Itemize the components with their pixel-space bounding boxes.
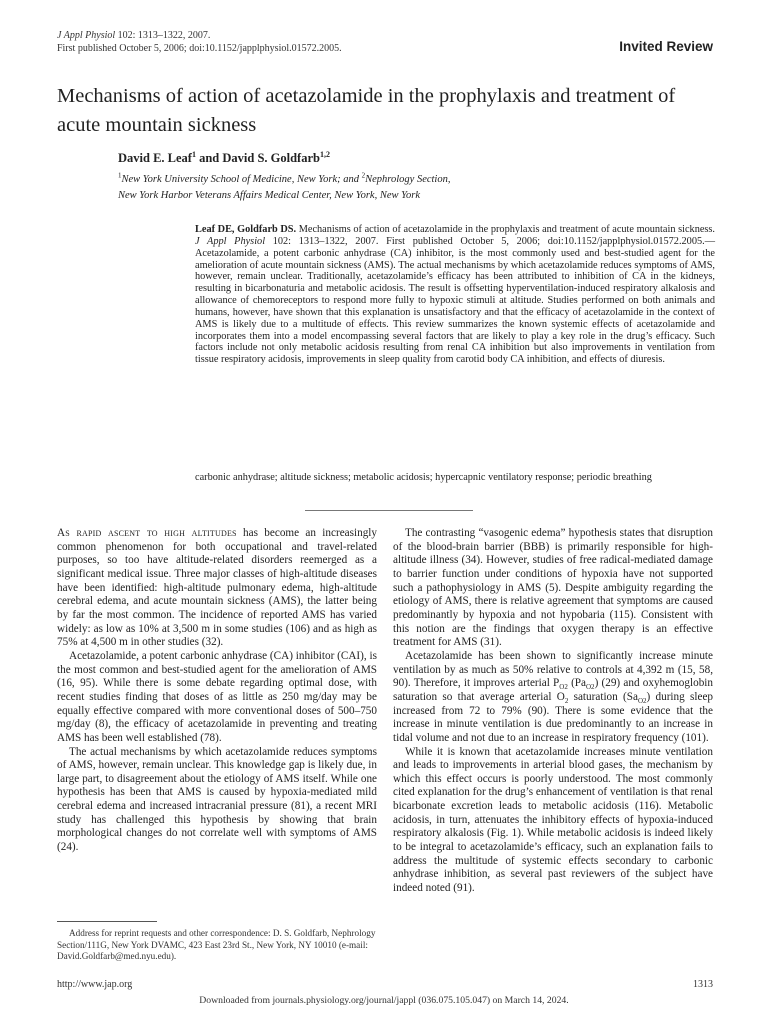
author-list: David E. Leaf$^1$ and David S. Goldfarb$^{1,2}$: [118, 149, 330, 165]
paragraph: As rapid ascent to high altitudes has become an increasingly common phenomenon for both occupational and travel-related purposes, so too have altitude-related disorders reemerged as a significant medical issue. Three major classes of high-altitude diseases have been identified: high-altitude pulmonary edema, high-altitude cerebral edema, and acute mountain sickness (AMS), the latter being by far the most common. The incidence of reported AMS has varied widely: as low as 10% at 3,500 m in some studies (106) and as high as 75% at 4,500 m in other studies (32).: [57, 527, 377, 649]
journal-citation-line: J Appl Physiol 102: 1313–1322, 2007.: [57, 30, 211, 41]
download-notice: Downloaded from journals.physiology.org/journal/jappl (036.075.105.047) on March 14, 2024.: [199, 995, 569, 1006]
affiliation-line-1: $^1$New York University School of Medicine, New York; and $^2$Nephrology Section,: [118, 171, 451, 185]
abstract-body: Acetazolamide, a potent carbonic anhydrase (CA) inhibitor, is the most commonly used and best-studied agent for the amelioration of acute mountain sickness (AMS). The actual mechanisms by which acetazolamide reduces symptoms of AMS, however, remain unclear. Traditionally, acetazolamide’s efficacy has been attributed to inhibition of CA in the kidneys, resulting in bicarbonaturia and metabolic acidosis. The result is offsetting hyperventilation-induced respiratory alkalosis and allowance of chemoreceptors to respond more fully to hypoxic stimuli at altitude. Studies performed on both animals and humans, however, have shown that this explanation is unsatisfactory and that the efficacy of acetazolamide in the context of AMS is likely due to a multitude of effects. This review summarizes the known systemic effects of acetazolamide and incorporates them into a model encompassing several factors that are likely to play a key role in the drug’s efficacy. Such factors include not only metabolic acidosis resulting from renal CA inhibition but also improvements in ventilation from tissue respiratory acidosis, improvements in sleep quality from carotid body CA inhibition, and effects of diuresis.: [195, 247, 715, 366]
section-divider: [305, 510, 473, 511]
correspondence-footnote: Address for reprint requests and other correspondence: D. S. Goldfarb, Nephrology Section/111G, New York DVAMC, 423 East 23rd St., New York, NY 10010 (e-mail: David.Goldfarb@med.nyu.edu).: [57, 928, 376, 962]
paragraph: Acetazolamide, a potent carbonic anhydrase (CA) inhibitor (CAI), is the most common and best-studied agent for the amelioration of AMS (16, 95). While there is some debate regarding optimal dose, with recent studies finding that doses of as little as 250 mg/day may be equally effective compared with more conventional doses of 500–750 mg/day (8), the efficacy of acetazolamide in preventing and treating AMS has been well established (78).: [57, 649, 377, 744]
journal-reference: [57, 30, 342, 55]
body-column-left: [57, 527, 377, 855]
journal-url-link[interactable]: http://www.jap.org: [57, 979, 133, 990]
paragraph: The actual mechanisms by which acetazolamide reduces symptoms of AMS, however, remain unclear. This knowledge gap is likely due, in large part, to disagreement about the etiology of AMS itself. While one hypothesis has been that AMS is caused by hypoxia-mediated mild cerebral edema and increased intracranial pressure (81), a recent MRI study has challenged this hypothesis by showing that brain morphological changes do not correlate well with symptoms of AMS (24).: [57, 745, 377, 854]
paragraph: The contrasting “vasogenic edema” hypothesis states that disruption of the blood-brain barrier (BBB) is primarily responsible for high-altitude illness (34). However, studies of free radical-mediated damage to barrier function under conditions of hypoxia have not supported such a pathophysiology in AMS (5). Despite ambiguity regarding the etiology of AMS, there is relative agreement that symptoms are caused predominantly by hypoxia and not hypobaria (115). Consistent with this notion are the findings that oxygen therapy is an effective treatment for AMS (31).: [393, 527, 713, 649]
lead-in-small-caps: As rapid ascent to high altitudes: [57, 527, 237, 539]
abstract: Leaf DE, Goldfarb DS. Mechanisms of action of acetazolamide in the prophylaxis and treatment of acute mountain sickness. J Appl Physiol 102: 1313–1322, 2007. First published October 5, 2006; doi:10.1152/japplphysiol.01572.2005.—Acetazolamide, a potent carbonic anhydrase (CA) inhibitor, is the most commonly used and best-studied agent for the amelioration of acute mountain sickness (AMS). The actual mechanisms by which acetazolamide reduces symptoms of AMS, however, remain unclear. Traditionally, acetazolamide’s efficacy has been attributed to inhibition of CA in the kidneys, resulting in bicarbonaturia and metabolic acidosis. The result is offsetting hyperventilation-induced respiratory alkalosis and allowance of chemoreceptors to respond more fully to hypoxic stimuli at altitude. Studies performed on both animals and humans, however, have shown that this explanation is unsatisfactory and that the efficacy of acetazolamide in the context of AMS is likely due to a multitude of effects. This review summarizes the known systemic effects of acetazolamide and incorporates them into a model encompassing several factors that are likely to play a key role in the drug’s efficacy. Such factors include not only metabolic acidosis resulting from renal CA inhibition but also improvements in ventilation from tissue respiratory acidosis, improvements in sleep quality from carotid body CA inhibition, and effects of diuresis.: [195, 224, 715, 366]
body-column-right: [393, 527, 713, 896]
abstract-citation-authors: Leaf DE, Goldfarb DS.: [195, 224, 297, 235]
article-title: Mechanisms of action of acetazolamide in the prophylaxis and treatment of acute mountain sickness: [57, 85, 676, 136]
page-number: 1313: [693, 979, 713, 990]
affiliation-line-2: New York Harbor Veterans Affairs Medical Center, New York, New York: [118, 190, 420, 201]
author-1: David E. Leaf: [118, 151, 192, 165]
affiliations: [118, 172, 598, 204]
section-label: Invited Review: [619, 39, 713, 54]
footnote-divider: [57, 921, 157, 922]
paragraph: Acetazolamide has been shown to significantly increase minute ventilation by as much as 50% relative to controls at 4,392 m (15, 58, 90). Therefore, it improves arterial $P_{O2}$ $(Pa_{O2})$ (29) and oxyhemoglobin saturation so that average arterial $O_2$ saturation $(Sa_{O2})$ during sleep increased from 72 to 79% (90). There is some evidence that the increase in minute ventilation is due predominantly to an increase in tidal volume and not due to an increase in respiratory frequency (101).: [393, 649, 714, 744]
keywords: carbonic anhydrase; altitude sickness; metabolic acidosis; hypercapnic ventilatory response; periodic breathing: [195, 472, 652, 483]
paragraph: While it is known that acetazolamide increases minute ventilation and leads to improvements in arterial blood gases, the mechanism by which this effect occurs is poorly understood. The most commonly cited explanation for the drug’s enhancement of ventilation is that renal bicarbonate excretion leads to metabolic acidosis (116). Metabolic acidosis, in turn, attenuates the inhibitory effects of hypoxia-induced respiratory alkalosis (Fig. 1). While metabolic acidosis is indeed likely to be integral to acetazolamide’s efficacy, such an explanation fails to address the multitude of systemic effects secondary to carbonic anhydrase inhibition, as several past reviewers of the subject have indeed noted (91).: [393, 745, 713, 895]
published-line: First published October 5, 2006; doi:10.1152/japplphysiol.01572.2005.: [57, 42, 342, 54]
author-2: David S. Goldfarb: [222, 151, 320, 165]
